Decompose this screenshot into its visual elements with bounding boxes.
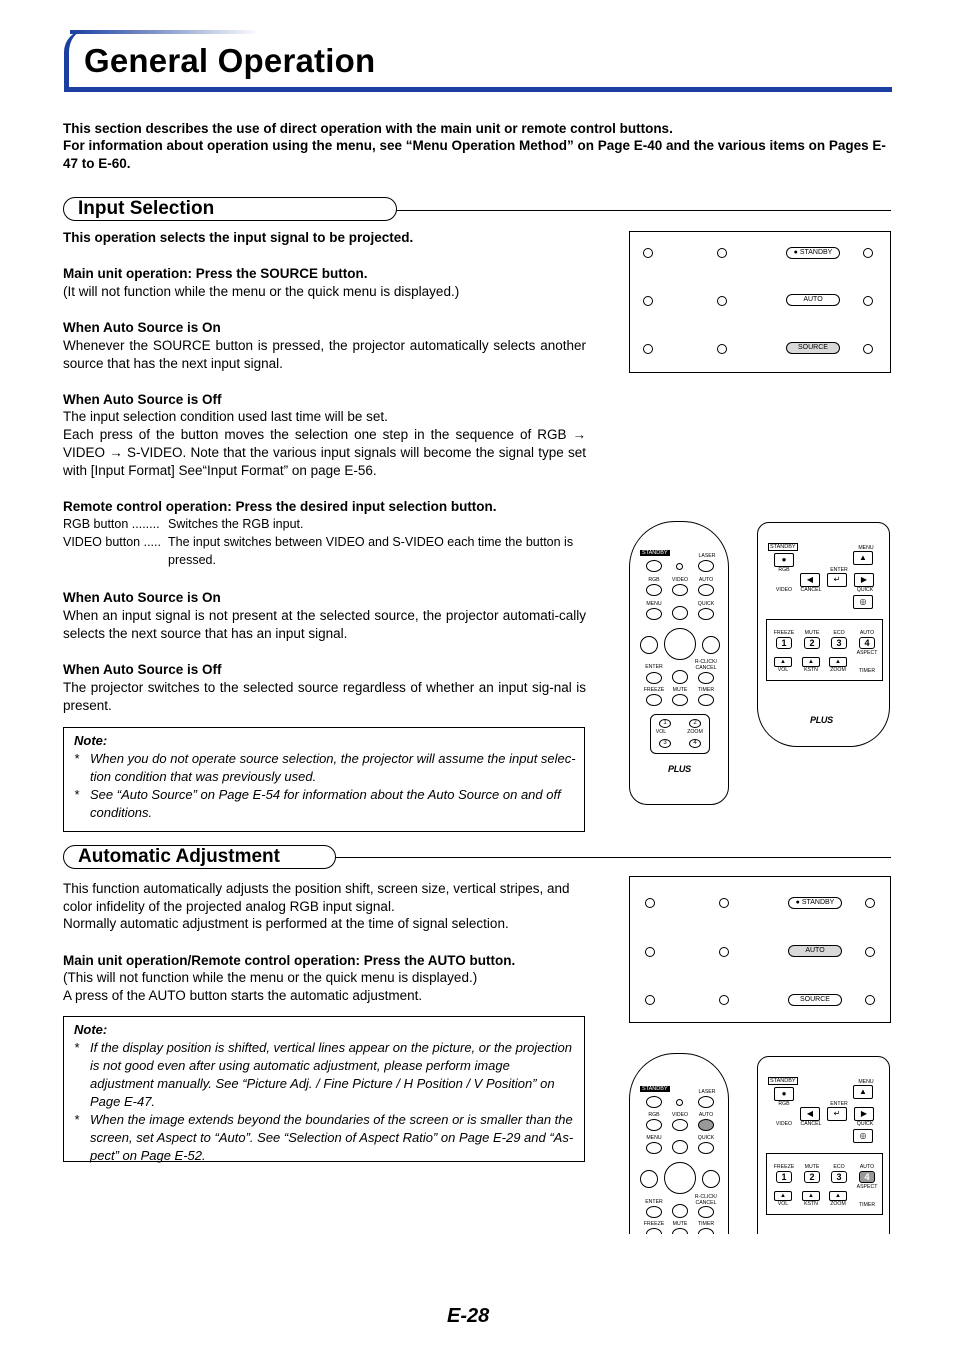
card-standby-label: STANDBY (770, 1078, 796, 1084)
card-mute-label: MUTE (804, 630, 820, 636)
remote-laser-indicator (676, 563, 683, 570)
stick-remote-2-crop (629, 1053, 729, 1234)
remote-joystick[interactable] (664, 628, 696, 660)
main-unit-panel-2 (629, 876, 891, 1023)
remote-menu-button[interactable] (646, 608, 662, 620)
card-quick-label: QUICK (856, 1121, 874, 1127)
auto-source-off-text-1: The input selection condition used last time will be set. (63, 409, 388, 424)
card-enter-button[interactable]: ↵ (827, 1107, 847, 1121)
remote-standby-button[interactable] (646, 560, 662, 572)
indicator (719, 898, 729, 908)
indicator (865, 898, 875, 908)
card-video-label: VIDEO (775, 587, 793, 593)
card-aspect-label: ASPECT (856, 1184, 878, 1190)
card-remote-2 (757, 1056, 890, 1234)
section-rule (396, 210, 891, 211)
auto-button[interactable]: AUTO (786, 294, 840, 306)
stick-remote (629, 521, 729, 805)
card-quick-button[interactable]: ◎ (853, 595, 873, 609)
remote-timer-label: TIMER (697, 1221, 715, 1227)
card-cancel-label: CANCEL (800, 587, 822, 593)
card-kstn-up[interactable]: ▲ (802, 657, 820, 667)
note-item: If the display position is shifted, vertical lines appear on the picture, or the projection is not good even after using automatic adjustment, please perform image adjustment manually. See “Picture Adj. / Fine Picture / H Position / V Position” on Page E-47. (90, 1040, 572, 1109)
remote-quick-label: QUICK (697, 601, 715, 607)
remote-zoom-label: ZOOM (687, 729, 703, 735)
indicator (863, 296, 873, 306)
remote-auto-on-heading: When Auto Source is On (63, 590, 221, 605)
stick-remote-2 (629, 1053, 729, 1234)
section-heading-automatic-adjustment: Automatic Adjustment (63, 845, 336, 869)
card-standby-button[interactable]: ● (774, 553, 794, 567)
indicator (643, 248, 653, 258)
card-left-button[interactable]: ◀ (800, 1107, 820, 1121)
source-button[interactable]: SOURCE (788, 994, 842, 1006)
card-enter-label: ENTER (830, 567, 848, 573)
card-enter-button[interactable]: ↵ (827, 573, 847, 587)
remote-up-button[interactable] (672, 1140, 688, 1154)
indicator (719, 947, 729, 957)
indicator (865, 995, 875, 1005)
card-lower-keys (766, 1153, 883, 1215)
card-auto-label: AUTO (859, 630, 875, 636)
indicator (643, 344, 653, 354)
remote-enter-button[interactable] (646, 672, 662, 684)
remote-standby-button[interactable] (646, 1096, 662, 1108)
remote-video-button[interactable] (672, 584, 688, 596)
remote-rclick-button[interactable] (698, 672, 714, 684)
remote-auto-on-text: When an input signal is not present at the selected source, the projector automati-cally selects the next source that has an input signal. (63, 608, 586, 641)
auto-operation-heading: Main unit operation/Remote control operation: Press the AUTO button. (63, 953, 516, 968)
rgb-button-term: RGB button ........ (63, 517, 160, 531)
auto-source-on-text: Whenever the SOURCE button is pressed, the projector automatically selects another source that has the next input signal. (63, 338, 586, 371)
card-key-2[interactable]: 2 (804, 637, 820, 649)
main-unit-panel (629, 231, 891, 373)
card-menu-label: MENU (858, 1079, 874, 1085)
card-timer-label: TIMER (858, 1202, 876, 1208)
card-rgb-label: RGB (778, 1101, 790, 1107)
remote-freeze-label: FREEZE (643, 1221, 665, 1227)
remote-auto-label: AUTO (698, 1112, 714, 1118)
remote-laser-indicator (676, 1099, 683, 1106)
card-right-button[interactable]: ▶ (854, 573, 874, 587)
remote-auto-off-heading: When Auto Source is Off (63, 662, 222, 677)
note-box-auto: Note: * If the display position is shifted, vertical lines appear on the picture, or the projection is not good even after using automatic adjustment, please perform image adjustment manually. See “Picture Adj. / Fine Picture / H Position / V Position” on Page E-47. * When the image extends beyond the boundaries of the screen or is smaller than the screen, set Aspect to “Auto”. See “Selection of Aspect Ratio” on Page E-29 and “As-pect” on Page E-52. (63, 1016, 585, 1162)
indicator (717, 296, 727, 306)
card-lower-keys (766, 619, 883, 681)
remote-left-button[interactable] (640, 636, 658, 654)
note-item: When the image extends beyond the boundaries of the screen or is smaller than the screen, set Aspect to “Auto”. See “Selection of Aspect Ratio” on Page E-29 and “As-pect” on Page E-52. (90, 1112, 574, 1163)
card-zoom-up[interactable]: ▲ (829, 1191, 847, 1201)
auto-adjust-text-2: Normally automatic adjustment is performed at the time of signal selection. (63, 916, 509, 931)
card-key-3[interactable]: 3 (831, 1171, 847, 1183)
remote-rclick-label: R-CLICK/ CANCEL (694, 659, 718, 671)
indicator (717, 344, 727, 354)
remote-enter-label: ENTER (645, 1199, 663, 1205)
remote-num-1[interactable]: 1 (659, 719, 671, 728)
remote-menu-label: MENU (646, 1135, 662, 1141)
remote-video-label: VIDEO (671, 1112, 689, 1118)
card-key-4[interactable]: 4 (859, 637, 875, 649)
card-quick-label: QUICK (856, 587, 874, 593)
section-rule (335, 857, 891, 858)
remote-right-button[interactable] (702, 1170, 720, 1188)
remote-video-label: VIDEO (671, 577, 689, 583)
card-eco-label: ECO (833, 1164, 845, 1170)
card-freeze-label: FREEZE (773, 630, 795, 636)
card-vol-label: VOL (777, 667, 789, 673)
card-aspect-label: ASPECT (856, 650, 878, 656)
title-accent-line (70, 30, 260, 34)
remote-num-4[interactable]: 4 (689, 739, 701, 748)
card-timer-label: TIMER (858, 668, 876, 674)
indicator (717, 248, 727, 258)
card-quick-button[interactable]: ◎ (853, 1129, 873, 1143)
remote-auto-button[interactable] (698, 584, 714, 596)
card-mute-label: MUTE (804, 1164, 820, 1170)
remote-mute-label: MUTE (672, 1221, 688, 1227)
remote-menu-button[interactable] (646, 1142, 662, 1154)
card-key-4[interactable]: 4 (859, 1171, 875, 1183)
remote-mute-label: MUTE (672, 687, 688, 693)
remote-quick-button[interactable] (698, 608, 714, 620)
card-rgb-label: RGB (778, 567, 790, 573)
rgb-button-desc: Switches the RGB input. (168, 517, 304, 531)
remote-laser-label: LASER (698, 553, 716, 559)
card-freeze-label: FREEZE (773, 1164, 795, 1170)
indicator (645, 898, 655, 908)
video-button-desc: The input switches between VIDEO and S-VIDEO each time the button is pressed. (168, 535, 574, 567)
card-key-1[interactable]: 1 (776, 637, 792, 649)
card-zoom-label: ZOOM (830, 667, 846, 673)
remote-up-button[interactable] (672, 606, 688, 620)
card-enter-label: ENTER (830, 1101, 848, 1107)
remote-enter-button[interactable] (646, 1206, 662, 1218)
note-item: See “Auto Source” on Page E-54 for information about the Auto Source on and off conditions. (90, 787, 561, 820)
indicator (645, 995, 655, 1005)
card-plus-logo: PLUS (810, 715, 833, 725)
card-vol-up[interactable]: ▲ (774, 657, 792, 667)
card-standby-label: STANDBY (770, 544, 796, 550)
note-title: Note: (74, 1022, 108, 1037)
card-eco-label: ECO (833, 630, 845, 636)
auto-button[interactable]: AUTO (788, 945, 842, 957)
remote-operation-heading: Remote control operation: Press the desired input selection button. (63, 499, 497, 514)
remote-timer-button[interactable] (698, 694, 714, 706)
remote-standby-label: STANDBY (642, 550, 668, 556)
remote-mute-button[interactable] (672, 1228, 688, 1234)
card-kstn-label: KSTN (804, 1201, 818, 1207)
remote-quick-label: QUICK (697, 1135, 715, 1141)
plus-logo: PLUS (668, 764, 691, 774)
remote-enter-label: ENTER (645, 664, 663, 670)
remote-left-button[interactable] (640, 1170, 658, 1188)
source-button[interactable]: SOURCE (786, 342, 840, 354)
card-left-button[interactable]: ◀ (800, 573, 820, 587)
remote-laser-button[interactable] (698, 560, 714, 572)
video-button-term: VIDEO button ..... (63, 535, 161, 549)
remote-right-button[interactable] (702, 636, 720, 654)
auto-operation-text: A press of the AUTO button starts the automatic adjustment. (63, 988, 423, 1003)
remote-auto-button[interactable] (698, 1119, 714, 1131)
auto-adjust-text-1: This function automatically adjusts the position shift, screen size, vertical stripes, and color infidelity of the projected analog RGB input signal. (63, 881, 570, 914)
remote-auto-label: AUTO (698, 577, 714, 583)
main-unit-note: (It will not function while the menu or the quick menu is displayed.) (63, 284, 460, 299)
remote-rgb-button[interactable] (646, 1119, 662, 1131)
remote-num-3[interactable]: 3 (659, 739, 671, 748)
remote-joystick[interactable] (664, 1162, 696, 1194)
page-title: General Operation (84, 42, 376, 79)
main-unit-heading: Main unit operation: Press the SOURCE button. (63, 266, 368, 281)
page-number: E-28 (447, 1305, 490, 1327)
remote-quick-button[interactable] (698, 1142, 714, 1154)
intro-line-2: For information about operation using the menu, see “Menu Operation Method” on Page E-40 and the various items on Pages E-47 to E-60. (63, 138, 886, 171)
card-auto-label: AUTO (859, 1164, 875, 1170)
auto-source-off-text-2: Each press of the button moves the selection one step in the sequence of RGB → VIDEO → S-VIDEO. Note that the various input signals will become the signal type set with [Input Format] See“Input Format” on page E-56. (63, 427, 586, 478)
remote-auto-off-text: The projector switches to the selected source regardless of whether an input sig-nal is present. (63, 680, 586, 713)
card-standby-button[interactable]: ● (774, 1087, 794, 1101)
remote-down-button[interactable] (672, 1204, 688, 1218)
remote-num-2[interactable]: 2 (689, 719, 701, 728)
input-lead: This operation selects the input signal to be projected. (63, 230, 414, 245)
card-remote (757, 522, 890, 747)
remote-rgb-label: RGB (648, 1112, 660, 1118)
card-key-2[interactable]: 2 (804, 1171, 820, 1183)
intro-line-1: This section describes the use of direct operation with the main unit or remote control buttons. (63, 121, 673, 136)
auto-operation-note: (This will not function while the menu or the quick menu is displayed.) (63, 970, 478, 985)
remote-rgb-button[interactable] (646, 584, 662, 596)
indicator (863, 344, 873, 354)
remote-mute-button[interactable] (672, 694, 688, 706)
indicator (863, 248, 873, 258)
standby-button[interactable]: ● STANDBY (786, 247, 840, 259)
remote-standby-label: STANDBY (642, 1086, 668, 1092)
card-menu-label: MENU (858, 545, 874, 551)
remote-video-button[interactable] (672, 1119, 688, 1131)
card-video-label: VIDEO (775, 1121, 793, 1127)
card-vol-up[interactable]: ▲ (774, 1191, 792, 1201)
standby-button[interactable]: ● STANDBY (788, 897, 842, 909)
card-key-3[interactable]: 3 (831, 637, 847, 649)
remote-vol-label: VOL (655, 729, 667, 735)
card-zoom-up[interactable]: ▲ (829, 657, 847, 667)
remote-freeze-label: FREEZE (643, 687, 665, 693)
indicator (643, 296, 653, 306)
card-zoom-label: ZOOM (830, 1201, 846, 1207)
card-vol-label: VOL (777, 1201, 789, 1207)
card-right-button[interactable]: ▶ (854, 1107, 874, 1121)
card-kstn-label: KSTN (804, 667, 818, 673)
card-cancel-label: CANCEL (800, 1121, 822, 1127)
note-title: Note: (74, 733, 108, 748)
remote-down-button[interactable] (672, 670, 688, 684)
remote-laser-button[interactable] (698, 1096, 714, 1108)
remote-number-pad (650, 714, 710, 754)
card-kstn-up[interactable]: ▲ (802, 1191, 820, 1201)
card-menu-up-button[interactable]: ▲ (853, 551, 873, 565)
remote-rgb-label: RGB (648, 577, 660, 583)
remote-rclick-label: R-CLICK/ CANCEL (694, 1194, 718, 1206)
auto-source-on-heading: When Auto Source is On (63, 320, 221, 335)
remote-timer-button[interactable] (698, 1228, 714, 1234)
remote-timer-label: TIMER (697, 687, 715, 693)
note-box-input: Note: * When you do not operate source selection, the projector will assume the input selec-tion condition that was previously used. * See “Auto Source” on Page E-54 for information about the Auto Source on and off conditions. (63, 727, 585, 832)
remote-rclick-button[interactable] (698, 1206, 714, 1218)
indicator (645, 947, 655, 957)
remote-freeze-button[interactable] (646, 694, 662, 706)
card-key-1[interactable]: 1 (776, 1171, 792, 1183)
remote-freeze-button[interactable] (646, 1228, 662, 1234)
indicator (719, 995, 729, 1005)
remote-menu-label: MENU (646, 601, 662, 607)
auto-source-off-heading: When Auto Source is Off (63, 392, 222, 407)
remote-laser-label: LASER (698, 1089, 716, 1095)
note-item: When you do not operate source selection, the projector will assume the input selec-tion condition that was previously used. (90, 751, 576, 784)
card-remote-2-crop (757, 1056, 890, 1234)
section-heading-input-selection: Input Selection (63, 197, 397, 221)
card-menu-up-button[interactable]: ▲ (853, 1085, 873, 1099)
indicator (865, 947, 875, 957)
